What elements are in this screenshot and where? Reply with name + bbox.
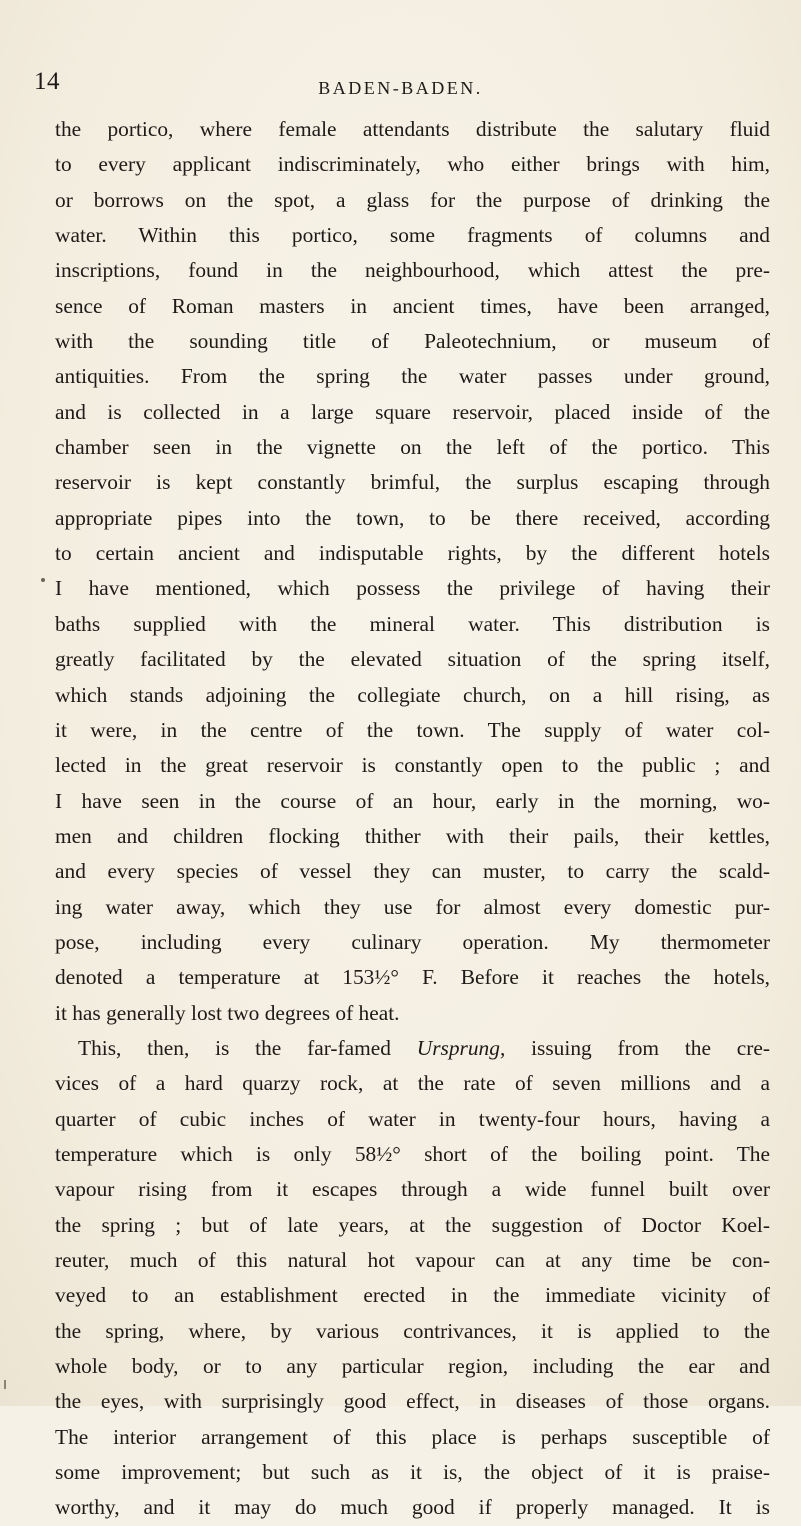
page-number: 14 <box>34 68 60 95</box>
text-line: to certain ancient and indisputable rights, by the different hotels <box>55 541 770 566</box>
text-line: denoted a temperature at 153½° F. Before it reaches the hotels, <box>55 965 770 990</box>
text-line: reservoir is kept constantly brimful, the surplus escaping through <box>55 470 770 495</box>
text-line: I have mentioned, which possess the privilege of having their <box>55 576 770 601</box>
text-line: sence of Roman masters in ancient times, have been arranged, <box>55 293 770 318</box>
text-line: quarter of cubic inches of water in twenty-four hours, having a <box>55 1106 770 1131</box>
text-line: the eyes, with surprisingly good effect, in diseases of those organs. <box>55 1389 770 1414</box>
text-line: reuter, much of this natural hot vapour can at any time be con- <box>55 1248 770 1272</box>
text-line: the spring ; but of late years, at the suggestion of Doctor Koel- <box>55 1212 770 1237</box>
text-line: appropriate pipes into the town, to be there received, according <box>55 505 770 530</box>
text-line: it has generally lost two degrees of heat. <box>55 1000 400 1025</box>
text-line: greatly facilitated by the elevated situation of the spring itself, <box>55 647 770 672</box>
text-line: men and children flocking thither with their pails, their kettles, <box>55 823 770 848</box>
text-line: or borrows on the spot, a glass for the purpose of drinking the <box>55 187 770 212</box>
text-line: with the sounding title of Paleotechnium, or museum of <box>55 329 770 354</box>
text-line: to every applicant indiscriminately, who either brings with him, <box>55 152 770 177</box>
text-line: baths supplied with the mineral water. This distribution is <box>55 611 770 636</box>
text-line: pose, including every culinary operation. My thermometer <box>55 929 770 954</box>
italic-term: Ursprung <box>416 1035 500 1060</box>
text-line: and is collected in a large square reservoir, placed inside of the <box>55 399 770 424</box>
running-head: BADEN-BADEN. <box>318 78 483 98</box>
body-text <box>55 112 770 1526</box>
text-line: some improvement; but such as it is, the object of it is praise- <box>55 1460 770 1485</box>
text-line: inscriptions, found in the neighbourhood, which attest the pre- <box>55 258 770 283</box>
ink-speck <box>4 1380 6 1389</box>
text-line: which stands adjoining the collegiate church, on a hill rising, as <box>55 682 770 707</box>
text-line: antiquities. From the spring the water passes under ground, <box>55 364 770 389</box>
text-line: lected in the great reservoir is constantly open to the public ; and <box>55 753 770 778</box>
text-run: This, then, is the far-famed <box>78 1035 417 1060</box>
text-line: The interior arrangement of this place is perhaps susceptible of <box>55 1424 770 1449</box>
text-line: it were, in the centre of the town. The supply of water col- <box>55 717 770 742</box>
text-line: worthy, and it may do much good if properly managed. It is <box>55 1495 770 1520</box>
text-line: ing water away, which they use for almost every domestic pur- <box>55 894 770 919</box>
ink-speck <box>41 578 45 582</box>
text-line: vices of a hard quarzy rock, at the rate of seven millions and a <box>55 1071 770 1096</box>
text-line: the portico, where female attendants distribute the salutary fluid <box>55 117 770 141</box>
text-line: chamber seen in the vignette on the left of the portico. This <box>55 435 770 460</box>
text-line: temperature which is only 58½° short of the boiling point. The <box>55 1141 770 1166</box>
text-line: water. Within this portico, some fragments of columns and <box>55 223 770 248</box>
text-line: whole body, or to any particular region, including the ear and <box>55 1354 770 1379</box>
text-line: I have seen in the course of an hour, early in the morning, wo- <box>55 788 770 813</box>
paragraph-first-line <box>55 1031 770 1066</box>
text-run: , issuing from the cre- <box>499 1035 770 1060</box>
text-line: and every species of vessel they can muster, to carry the scald- <box>55 859 770 884</box>
text-line: veyed to an establishment erected in the immediate vicinity of <box>55 1283 770 1308</box>
text-line: vapour rising from it escapes through a wide funnel built over <box>55 1177 770 1202</box>
text-line: the spring, where, by various contrivances, it is applied to the <box>55 1318 770 1343</box>
